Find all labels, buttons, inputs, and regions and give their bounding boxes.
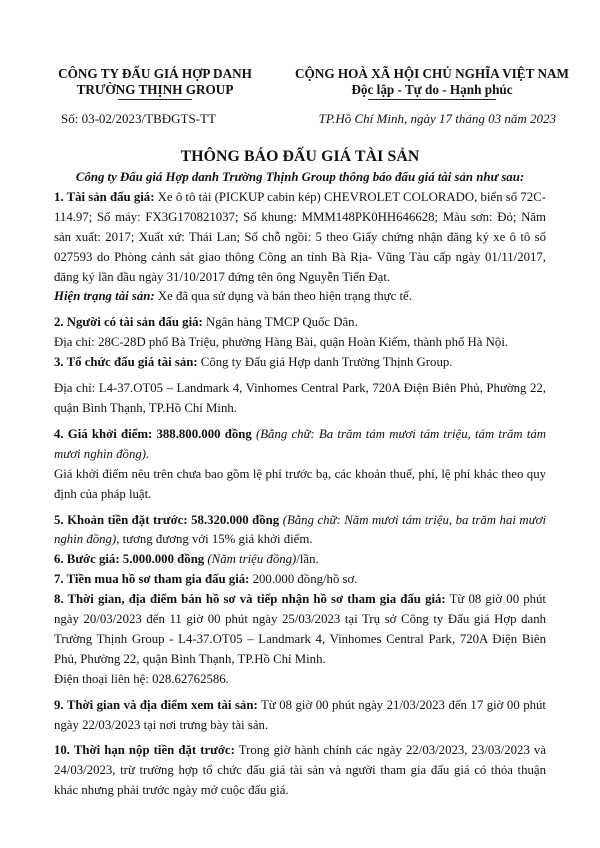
- bid-step-value: 5.000.000 đồng: [119, 552, 205, 567]
- company-name-line1: CÔNG TY ĐẤU GIÁ HỢP DANH: [58, 66, 252, 81]
- national-title: CỘNG HOÀ XÃ HỘI CHỦ NGHĨA VIỆT NAM: [295, 66, 569, 81]
- section-6-label: 6. Bước giá:: [54, 552, 120, 567]
- motto-underline: [368, 99, 496, 100]
- section-10-text: Trong giờ hành chính các ngày 22/03/2023, 23/03/2023 và 24/03/2023, trừ trường hợp tổ chức đấu giá tài sản và người tham gia đấu giá có thỏa thuận khác nhưng phải trước ngày mở cuộc đấu giá.: [54, 743, 547, 798]
- deposit-words: (Bằng chữ: Năm mươi tám triệu, ba trăm hai mươi nghìn đồng): [54, 512, 546, 547]
- section-9-text: Từ 08 giờ 00 phút ngày 21/03/2023 đến 17 giờ 00 phút ngày 22/03/2023 tại nơi trưng bày tài sản.: [54, 697, 546, 732]
- section-7-text: 200.000 đồng/hồ sơ.: [249, 572, 358, 587]
- section-1-condition: [54, 287, 546, 307]
- deposit-tail: , tương đương với 15% giá khởi điểm.: [116, 532, 313, 547]
- section-10-label: 10. Thời hạn nộp tiền đặt trước:: [54, 743, 235, 758]
- document-title: THÔNG BÁO ĐẤU GIÁ TÀI SẢN: [180, 148, 420, 165]
- section-10: [54, 741, 546, 801]
- section-5: [54, 511, 546, 551]
- section-2: [54, 313, 546, 333]
- document-number: Số: 03-02/2023/TBĐGTS-TT: [61, 111, 216, 126]
- starting-price-value: 388.800.000 đồng: [152, 426, 252, 441]
- national-motto: Độc lập - Tự do - Hạnh phúc: [351, 82, 513, 97]
- section-7: [54, 570, 546, 590]
- section-3-label: 3. Tổ chức đấu giá tài sản:: [54, 355, 198, 370]
- section-9: [54, 696, 546, 736]
- section-3-text: Công ty Đấu giá Hợp danh Trường Thịnh Group.: [197, 355, 453, 370]
- section-5-label: 5. Khoản tiền đặt trước:: [54, 512, 188, 527]
- section-2-label: 2. Người có tài sản đấu giá:: [54, 315, 203, 330]
- starting-price-words: (Bằng chữ: Ba trăm tám mươi tám triệu, tám trăm tám mươi nghìn đồng).: [54, 426, 546, 461]
- document-body: [54, 168, 546, 801]
- section-6: [54, 550, 546, 570]
- deposit-value: 58.320.000 đồng: [187, 512, 280, 527]
- section-7-label: 7. Tiền mua hồ sơ tham gia đấu giá:: [54, 572, 250, 587]
- national-heading: [282, 66, 582, 98]
- section-8-phone: Điện thoại liên hệ: 028.62762586.: [54, 671, 229, 686]
- section-8-text: Từ 08 giờ 00 phút ngày 20/03/2023 đến 11 giờ 00 phút ngày 25/03/2023 tại Trụ sở Công ty Đấu giá Hợp danh Trường Thịnh Group - L4-37.OT05 – Landmark 4, Vinhomes Central Park, 720A Điện Biên Phủ, Phường 22, quận Bình Thạnh, TP.Hồ Chí Minh.: [54, 592, 546, 666]
- section-4-label: 4. Giá khởi điểm:: [54, 426, 153, 441]
- section-4-note: Giá khởi điểm nêu trên chưa bao gồm lệ phí trước bạ, các khoản thuế, phí, lệ phí khác theo quy định của pháp luật.: [54, 466, 546, 501]
- place-date: TP.Hồ Chí Minh, ngày 17 tháng 03 năm 2023: [318, 111, 556, 126]
- section-4: [54, 425, 546, 465]
- bid-step-words: (Năm triệu đồng): [204, 552, 297, 567]
- section-8: [54, 590, 546, 670]
- section-2-address: Địa chỉ: 28C-28D phố Bà Triệu, phường Hàng Bài, quận Hoàn Kiếm, thành phố Hà Nội.: [54, 335, 509, 350]
- section-1-text: Xe ô tô tải (PICKUP cabin kép) CHEVROLET COLORADO, biển số 72C-114.97; Số máy: FX3G170821037; Số khung: MMM148PK0HH646628; Màu sơn: Đỏ; Năm sản xuất: 2017; Xuất xứ: Thái Lan; Số chỗ ngồi: 5 theo Giấy chứng nhận đăng ký xe ô tô số 027593 do Phòng cảnh sát giao thông Công an tỉnh Bà Rịa- Vũng Tàu cấp ngày 01/11/2017, đăng ký lần đầu ngày 31/10/2017 đứng tên ông Nguyễn Tiến Đạt.: [54, 189, 546, 284]
- bid-step-tail: /lần.: [296, 552, 319, 567]
- company-heading: [40, 66, 270, 98]
- condition-label: Hiện trạng tài sản:: [54, 289, 155, 304]
- section-9-label: 9. Thời gian và địa điểm xem tài sản:: [54, 697, 258, 712]
- section-1-label: 1. Tài sản đấu giá:: [54, 189, 155, 204]
- condition-text: Xe đã qua sử dụng và bán theo hiện trạng thực tế.: [154, 289, 412, 304]
- section-8-label: 8. Thời gian, địa điểm bán hồ sơ và tiếp nhận hồ sơ tham gia đấu giá:: [54, 592, 446, 607]
- section-1: [54, 188, 546, 288]
- section-2-text: Ngân hàng TMCP Quốc Dân.: [202, 315, 358, 330]
- section-3-address: Địa chỉ: L4-37.OT05 – Landmark 4, Vinhomes Central Park, 720A Điện Biên Phủ, Phường 22, quận Bình Thạnh, TP.Hồ Chí Minh.: [54, 381, 546, 415]
- intro-line: Công ty Đấu giá Hợp danh Trường Thịnh Group thông báo đấu giá tài sản như sau:: [75, 170, 525, 184]
- section-3: [54, 353, 546, 373]
- company-underline: [118, 99, 192, 100]
- company-name-line2: TRƯỜNG THỊNH GROUP: [76, 82, 234, 97]
